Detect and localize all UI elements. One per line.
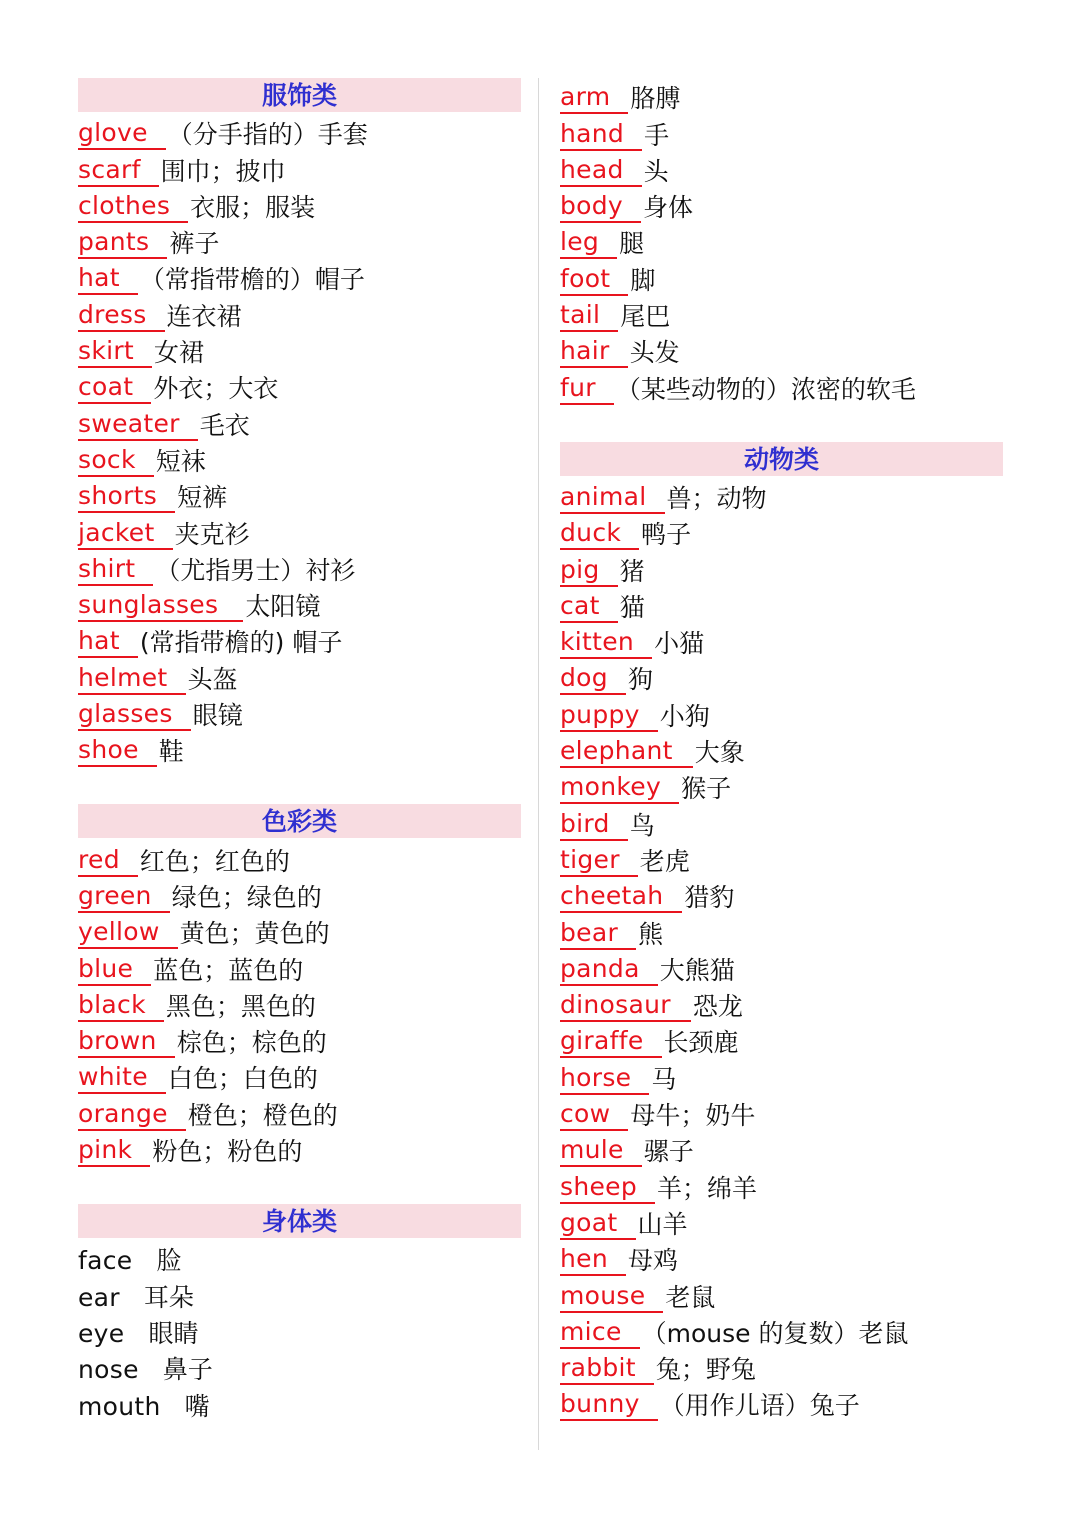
english-word: green [78,881,170,913]
english-word: skirt [78,336,152,368]
chinese-meaning: 鸭子 [641,520,692,550]
english-word: coat [78,372,151,404]
vocab-row [560,732,1003,768]
english-word: mouse [560,1281,663,1313]
chinese-meaning: 耳朵 [143,1282,194,1312]
vocab-row [78,913,521,949]
english-word: mice [560,1317,640,1349]
chinese-meaning: 橙色；橙色的 [187,1100,338,1130]
chinese-meaning: 骡子 [643,1137,694,1167]
vocab-row [78,622,521,658]
chinese-meaning: 熊 [638,919,664,949]
body-continued-list [560,78,1003,405]
english-word: mule [560,1135,642,1167]
english-word: white [78,1062,166,1094]
vocab-row [560,1385,1003,1421]
vocab-row [78,368,521,404]
vocab-row [78,986,521,1022]
vocab-row [560,187,1003,223]
chinese-meaning: 鼻子 [162,1355,213,1385]
vocab-row [560,804,1003,840]
chinese-meaning: 衣服；服装 [190,192,316,222]
english-word: giraffe [560,1026,662,1058]
vocab-row [560,368,1003,404]
vocab-row [560,114,1003,150]
section-header-body: 身体类 [78,1204,521,1238]
chinese-meaning: 母牛；奶牛 [630,1101,756,1131]
vocab-row [560,332,1003,368]
vocab-row [560,986,1003,1022]
vocab-row [78,513,521,549]
english-word: face [78,1246,133,1276]
english-word: arm [560,82,628,114]
chinese-meaning: 毛衣 [199,410,250,440]
vocab-row [560,1167,1003,1203]
english-word: elephant [560,736,693,768]
vocab-row [560,1131,1003,1167]
english-word: dinosaur [560,990,691,1022]
chinese-meaning: 胳膊 [630,84,681,114]
chinese-meaning: 猴子 [681,774,732,804]
english-word: black [78,990,164,1022]
english-word: blue [78,954,151,986]
chinese-meaning: 母鸡 [627,1246,678,1276]
english-word: sweater [78,409,198,441]
vocab-row [560,1276,1003,1312]
chinese-meaning: 短裤 [177,483,228,513]
vocab-row [78,1058,521,1094]
chinese-meaning: 鞋 [158,737,184,767]
chinese-meaning: 短袜 [155,446,206,476]
chinese-meaning: 身体 [643,193,694,223]
vocab-row [78,404,521,440]
chinese-meaning: （用作儿语）兔子 [659,1391,860,1421]
vocab-row [78,1240,521,1276]
chinese-meaning: 小猫 [654,629,705,659]
vocab-row [78,150,521,186]
chinese-meaning: 白色；白色的 [167,1064,318,1094]
vocab-row [78,695,521,731]
right-column [560,78,1003,1421]
english-word: tiger [560,845,638,877]
chinese-meaning: 腿 [619,229,645,259]
vocab-row [78,295,521,331]
vocab-row [560,478,1003,514]
english-word: pants [78,227,167,259]
vocab-row [78,1094,521,1130]
chinese-meaning: 外衣；大衣 [153,374,279,404]
english-word: horse [560,1063,649,1095]
vocab-row [560,841,1003,877]
chinese-meaning: 小狗 [659,701,710,731]
vocab-row [78,1276,521,1312]
english-word: hen [560,1244,626,1276]
english-word: cat [560,591,618,623]
chinese-meaning: 棕色；棕色的 [176,1028,327,1058]
english-word: fur [560,373,614,405]
english-word: glove [78,118,166,150]
english-word: hand [560,119,642,151]
vocab-row [560,259,1003,295]
vocab-row [78,550,521,586]
chinese-meaning: （某些动物的）浓密的软毛 [615,374,916,404]
chinese-meaning: 马 [651,1064,677,1094]
section-header-clothing: 服饰类 [78,78,521,112]
vocab-row [560,768,1003,804]
vocab-row [78,1349,521,1385]
english-word: glasses [78,699,191,731]
vocab-row [560,1349,1003,1385]
english-word: brown [78,1026,175,1058]
chinese-meaning: 手 [644,120,670,150]
chinese-meaning: 大象 [694,738,745,768]
vocab-row [78,840,521,876]
vocab-row [78,1313,521,1349]
vocab-row [78,877,521,913]
vocab-row [560,587,1003,623]
english-word: eye [78,1318,125,1348]
vocab-row [78,441,521,477]
chinese-meaning: 脸 [156,1246,182,1276]
chinese-meaning: 夹克衫 [174,519,250,549]
english-word: rabbit [560,1353,654,1385]
english-word: bird [560,809,628,841]
vocab-row [78,223,521,259]
english-word: kitten [560,627,652,659]
english-word: goat [560,1208,636,1240]
english-word: body [560,191,641,223]
english-word: pig [560,555,618,587]
chinese-meaning: （分手指的）手套 [167,120,368,150]
left-column [78,78,521,1422]
vocab-row [78,731,521,767]
chinese-meaning: 裤子 [169,229,220,259]
english-word: leg [560,227,617,259]
chinese-meaning: 鸟 [629,810,655,840]
english-word: dress [78,300,165,332]
chinese-meaning: 连衣裙 [166,301,242,331]
vocab-row [560,913,1003,949]
column-divider [538,78,539,1450]
chinese-meaning: （mouse 的复数）老鼠 [641,1318,909,1348]
vocab-row [560,550,1003,586]
chinese-meaning: 绿色；绿色的 [171,882,322,912]
english-word: cow [560,1099,628,1131]
body-list [78,1240,521,1421]
chinese-meaning: 恐龙 [692,992,743,1022]
chinese-meaning: 蓝色；蓝色的 [153,955,304,985]
chinese-meaning: 山羊 [637,1209,688,1239]
chinese-meaning: 眼睛 [148,1318,199,1348]
english-word: clothes [78,191,188,223]
english-word: sock [78,445,154,477]
chinese-meaning: 女裙 [154,338,205,368]
vocab-row [560,78,1003,114]
vocab-row [78,1131,521,1167]
chinese-meaning: 嘴 [184,1391,210,1421]
english-word: nose [78,1355,139,1385]
chinese-meaning: 太阳镜 [245,592,321,622]
english-word: shirt [78,554,153,586]
chinese-meaning: 尾巴 [620,302,671,332]
chinese-meaning: 兔；野兔 [655,1355,756,1385]
vocab-row [78,586,521,622]
chinese-meaning: 猎豹 [684,883,735,913]
english-word: foot [560,264,628,296]
section-header-colors: 色彩类 [78,804,521,838]
chinese-meaning: 猫 [619,592,645,622]
english-word: ear [78,1282,120,1312]
chinese-meaning: 脚 [630,265,656,295]
chinese-meaning: 猪 [619,556,645,586]
vocab-row [78,187,521,223]
english-word: sunglasses [78,590,243,622]
colors-list [78,840,521,1167]
vocab-row [560,223,1003,259]
clothing-list [78,114,521,767]
chinese-meaning: 羊；绵羊 [657,1173,758,1203]
chinese-meaning: 老鼠 [665,1282,716,1312]
english-word: hat [78,263,138,295]
chinese-meaning: 长颈鹿 [663,1028,739,1058]
english-word: bear [560,918,636,950]
vocab-row [560,950,1003,986]
english-word: cheetah [560,881,682,913]
english-word: yellow [78,917,178,949]
vocab-row [560,659,1003,695]
english-word: pink [78,1135,150,1167]
vocab-row [78,1385,521,1421]
english-word: tail [560,300,618,332]
chinese-meaning: 眼镜 [192,701,243,731]
vocab-row [560,695,1003,731]
vocab-row [560,151,1003,187]
chinese-meaning: 头 [643,156,669,186]
english-word: hat [78,626,138,658]
english-word: puppy [560,700,658,732]
chinese-meaning: 头盔 [187,664,238,694]
vocab-row [560,1058,1003,1094]
vocab-row [560,623,1003,659]
chinese-meaning: 狗 [627,665,653,695]
english-word: red [78,845,138,877]
chinese-meaning: 粉色；粉色的 [152,1137,303,1167]
vocab-row [560,1313,1003,1349]
vocab-row [78,332,521,368]
chinese-meaning: 头发 [629,338,680,368]
vocab-row [560,877,1003,913]
english-word: hair [560,336,628,368]
chinese-meaning: 黑色；黑色的 [165,991,316,1021]
chinese-meaning: （常指带檐的）帽子 [139,265,365,295]
vocab-row [560,1204,1003,1240]
english-word: duck [560,518,639,550]
chinese-meaning: 老虎 [639,846,690,876]
english-word: animal [560,482,665,514]
chinese-meaning: 兽；动物 [666,483,767,513]
english-word: mouth [78,1391,161,1421]
section-header-animals: 动物类 [560,442,1003,476]
english-word: shorts [78,481,175,513]
vocab-row [78,949,521,985]
english-word: head [560,155,642,187]
vocab-row [560,1240,1003,1276]
english-word: shoe [78,735,157,767]
english-word: bunny [560,1389,658,1421]
english-word: jacket [78,518,173,550]
vocab-row [78,114,521,150]
english-word: helmet [78,663,186,695]
english-word: scarf [78,155,159,187]
english-word: orange [78,1099,186,1131]
english-word: panda [560,954,658,986]
vocab-row [78,658,521,694]
chinese-meaning: 黄色；黄色的 [179,919,330,949]
vocab-row [560,296,1003,332]
chinese-meaning: （尤指男士）衬衫 [155,555,356,585]
vocab-row [560,1095,1003,1131]
english-word: sheep [560,1172,655,1204]
chinese-meaning: (常指带檐的) 帽子 [139,628,343,658]
english-word: monkey [560,772,679,804]
english-word: dog [560,663,626,695]
vocab-row [78,1022,521,1058]
chinese-meaning: 围巾；披巾 [160,156,286,186]
vocab-row [560,514,1003,550]
vocab-row [560,1022,1003,1058]
vocab-row [78,259,521,295]
animals-list [560,478,1003,1422]
chinese-meaning: 红色；红色的 [139,846,290,876]
chinese-meaning: 大熊猫 [659,955,735,985]
vocab-row [78,477,521,513]
